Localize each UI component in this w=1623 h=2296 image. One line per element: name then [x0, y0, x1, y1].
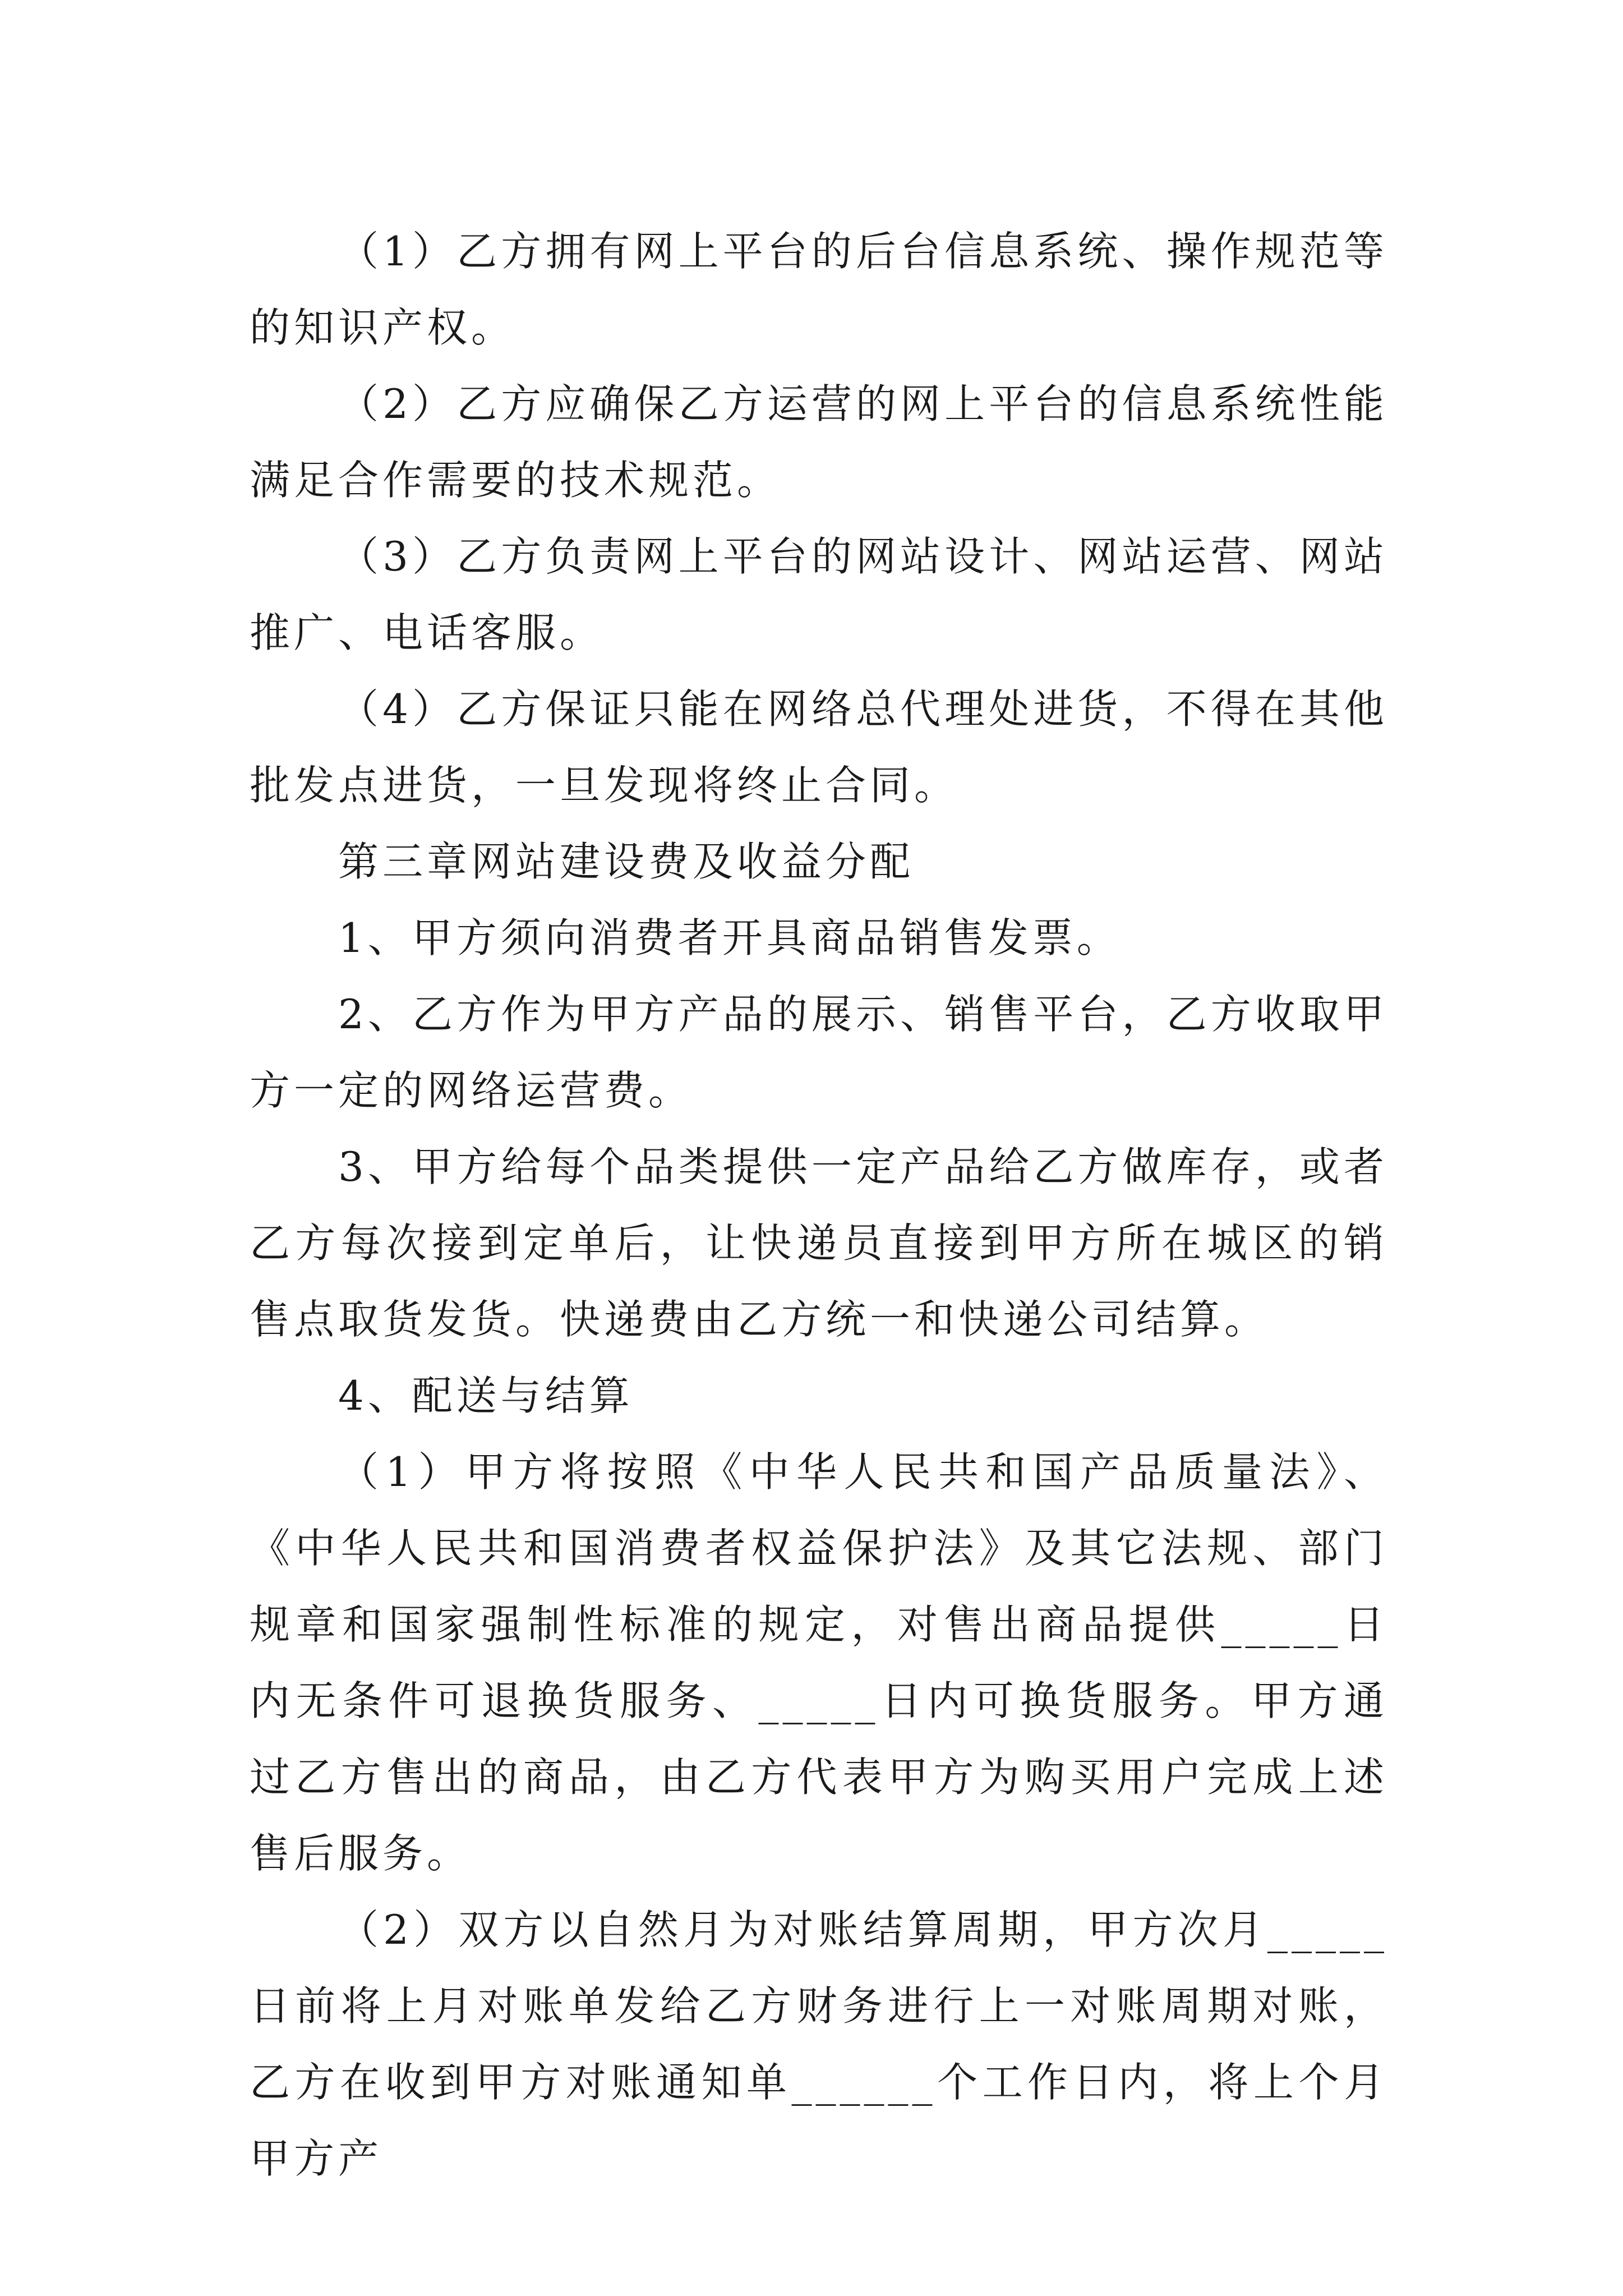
- paragraph-10: （2）双方以自然月为对账结算周期，甲方次月_____日前将上月对账单发给乙方财务进行上一对账周期对账，乙方在收到甲方对账通知单______个工作日内，将上个月甲方产: [250, 1906, 1388, 2182]
- paragraph-5: 1、甲方须向消费者开具商品销售发票。: [338, 914, 1121, 961]
- paragraph-6: 2、乙方作为甲方产品的展示、销售平台，乙方收取甲方一定的网络运营费。: [250, 991, 1388, 1114]
- paragraph-3: （3）乙方负责网上平台的网站设计、网站运营、网站推广、电话客服。: [250, 533, 1388, 656]
- paragraph-8: 4、配送与结算: [338, 1372, 634, 1419]
- document-body: [250, 213, 1388, 2197]
- paragraph-9: （1）甲方将按照《中华人民共和国产品质量法》、《中华人民共和国消费者权益保护法》及其它法规、部门规章和国家强制性标准的规定，对售出商品提供_____日内无条件可退换货服务、_____日内可换货服务。甲方通过乙方售出的商品，由乙方代表甲方为购买用户完成上述售后服务。: [250, 1448, 1388, 1877]
- paragraph-1: （1）乙方拥有网上平台的后台信息系统、操作规范等的知识产权。: [250, 228, 1388, 351]
- paragraph-2: （2）乙方应确保乙方运营的网上平台的信息系统性能满足合作需要的技术规范。: [250, 380, 1388, 504]
- paragraph-7: 3、甲方给每个品类提供一定产品给乙方做库存，或者乙方每次接到定单后，让快递员直接到甲方所在城区的销售点取货发货。快递费由乙方统一和快递公司结算。: [250, 1143, 1388, 1343]
- chapter-heading: 第三章网站建设费及收益分配: [338, 838, 915, 885]
- paragraph-4: （4）乙方保证只能在网络总代理处进货，不得在其他批发点进货，一旦发现将终止合同。: [250, 685, 1388, 809]
